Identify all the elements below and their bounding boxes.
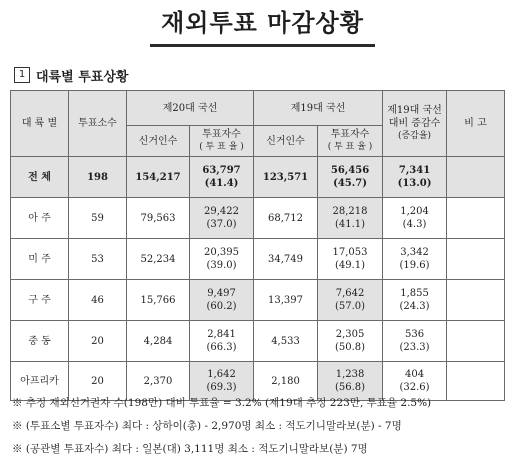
cell-voters-19-value: 1,238: [335, 369, 365, 380]
cell-notes: [447, 321, 505, 362]
cell-region: 미 주: [11, 239, 69, 280]
section-label: 대륙별 투표상황: [36, 69, 129, 85]
table-row: [11, 321, 505, 362]
col-e19-compare-sub: (증감율): [397, 131, 432, 141]
cell-rate-20: (66.3): [206, 342, 237, 353]
cell-voters-19: [318, 198, 383, 239]
cell-polls: 20: [69, 321, 127, 362]
cell-voters-19: [318, 157, 383, 198]
section-number: 1: [14, 67, 30, 83]
cell-registered-19: 123,571: [254, 157, 318, 198]
cell-diff-value: 404: [404, 369, 425, 380]
cell-notes: [447, 157, 505, 198]
cell-region: 중 동: [11, 321, 69, 362]
cell-diff: [383, 280, 447, 321]
cell-voters-19-value: 28,218: [332, 206, 368, 217]
col-polls: 투표소수: [69, 91, 127, 157]
col-registered-19: 신거인수: [254, 126, 318, 157]
table-row: [11, 198, 505, 239]
cell-voters-20: [190, 321, 254, 362]
cell-voters-20: [190, 239, 254, 280]
cell-voters-20: [190, 280, 254, 321]
cell-rate-20: (69.3): [206, 382, 237, 393]
cell-notes: [447, 198, 505, 239]
cell-registered-20: 79,563: [127, 198, 190, 239]
col-voters-20-label: 투표자수: [202, 129, 241, 140]
cell-voters-19-value: 2,305: [335, 329, 365, 340]
cell-diff-value: 1,204: [400, 206, 429, 217]
cell-registered-19: 4,533: [254, 321, 318, 362]
cell-notes: [447, 280, 505, 321]
cell-voters-19-value: 17,053: [332, 247, 368, 258]
cell-rate-19: (57.0): [334, 301, 366, 312]
cell-voters-19-value: 7,642: [335, 288, 365, 299]
cell-diff: [383, 198, 447, 239]
cell-diff-rate: (24.3): [399, 301, 430, 312]
cell-registered-20: 15,766: [127, 280, 190, 321]
cell-region: 구 주: [11, 280, 69, 321]
cell-voters-20: [190, 157, 254, 198]
cell-rate-20: (41.4): [204, 178, 239, 189]
cell-polls: 20: [69, 362, 127, 401]
cell-notes: [447, 362, 505, 401]
cell-registered-19: 34,749: [254, 239, 318, 280]
cell-diff-rate: (23.3): [399, 342, 430, 353]
cell-rate-19: (49.1): [334, 260, 366, 271]
table-row-total: [11, 157, 505, 198]
col-e19: 제19대 국선: [254, 91, 383, 126]
cell-polls: 46: [69, 280, 127, 321]
col-e20: 제20대 국선: [127, 91, 254, 126]
footnote-mission-extremes: ※ (공관별 투표자수) 최다 : 일본(대) 3,111명 최소 : 적도기니말라보(분) 7명: [12, 443, 368, 455]
cell-voters-19: [318, 239, 383, 280]
cell-registered-20: 52,234: [127, 239, 190, 280]
cell-rate-19: (45.7): [333, 178, 367, 189]
cell-registered-19: 2,180: [254, 362, 318, 401]
cell-polls: 198: [69, 157, 127, 198]
cell-rate-20: (39.0): [206, 260, 237, 271]
cell-voters-20-value: 20,395: [204, 247, 239, 258]
cell-rate-19: (50.8): [334, 342, 366, 353]
cell-diff: [383, 321, 447, 362]
cell-voters-20-value: 9,497: [207, 288, 236, 299]
cell-voters-20-value: 1,642: [207, 369, 236, 380]
cell-polls: 59: [69, 198, 127, 239]
cell-registered-19: 13,397: [254, 280, 318, 321]
col-e19-compare: [383, 91, 447, 157]
cell-voters-20-value: 63,797: [202, 165, 241, 176]
cell-region: 아 주: [11, 198, 69, 239]
turnout-table: [10, 90, 505, 401]
col-voters-19-label: 투표자수: [330, 129, 370, 140]
cell-diff-rate: (4.3): [402, 219, 427, 230]
cell-voters-20-value: 29,422: [204, 206, 239, 217]
cell-registered-20: 4,284: [127, 321, 190, 362]
cell-polls: 53: [69, 239, 127, 280]
col-voters-19: [318, 126, 383, 157]
cell-diff: [383, 157, 447, 198]
col-registered-20: 신거인수: [127, 126, 190, 157]
cell-diff-value: 3,342: [400, 247, 429, 258]
col-e19-compare-label: 제19대 국선 대비 증감수: [387, 105, 442, 129]
table-row: [11, 280, 505, 321]
col-voters-20: [190, 126, 254, 157]
table-row: [11, 239, 505, 280]
cell-voters-20-value: 2,841: [207, 329, 236, 340]
footnote-polling-station-extremes: ※ (투표소별 투표자수) 최다 : 상하이(총) - 2,970명 최소 : 적도기니말라보(분) - 7명: [12, 420, 402, 432]
cell-diff-value: 1,855: [400, 288, 429, 299]
cell-registered-19: 68,712: [254, 198, 318, 239]
cell-region: 전 체: [11, 157, 69, 198]
cell-diff-value: 536: [404, 329, 425, 340]
col-notes: 비 고: [447, 91, 505, 157]
cell-diff-rate: (13.0): [397, 178, 432, 189]
cell-rate-19: (41.1): [334, 219, 366, 230]
footnote-estimated-turnout: ※ 추정 재외선거권자 수(198만) 대비 투표율 = 3.2% (제19대 추정 223만, 투표율 2.5%): [12, 397, 432, 409]
cell-registered-20: 154,217: [127, 157, 190, 198]
cell-diff: [383, 239, 447, 280]
cell-voters-19: [318, 321, 383, 362]
cell-rate-20: (60.2): [206, 301, 237, 312]
col-region: 대 륙 별: [11, 91, 69, 157]
cell-rate-20: (37.0): [206, 219, 237, 230]
section-heading: [14, 66, 128, 84]
cell-voters-19: [318, 280, 383, 321]
cell-notes: [447, 239, 505, 280]
header-row-1: [11, 91, 505, 126]
cell-voters-20: [190, 198, 254, 239]
page-title: 재외투표 마감상황: [150, 6, 375, 47]
cell-diff-rate: (19.6): [399, 260, 430, 271]
col-voters-20-sub: ( 투 표 율 ): [199, 142, 244, 152]
cell-diff-rate: (32.6): [399, 382, 430, 393]
cell-registered-20: 2,370: [127, 362, 190, 401]
cell-rate-19: (56.8): [334, 382, 366, 393]
cell-voters-19-value: 56,456: [330, 165, 370, 176]
cell-diff-value: 7,341: [398, 165, 431, 176]
cell-region: 아프리카: [11, 362, 69, 401]
col-voters-19-sub: ( 투 표 율 ): [327, 142, 373, 152]
